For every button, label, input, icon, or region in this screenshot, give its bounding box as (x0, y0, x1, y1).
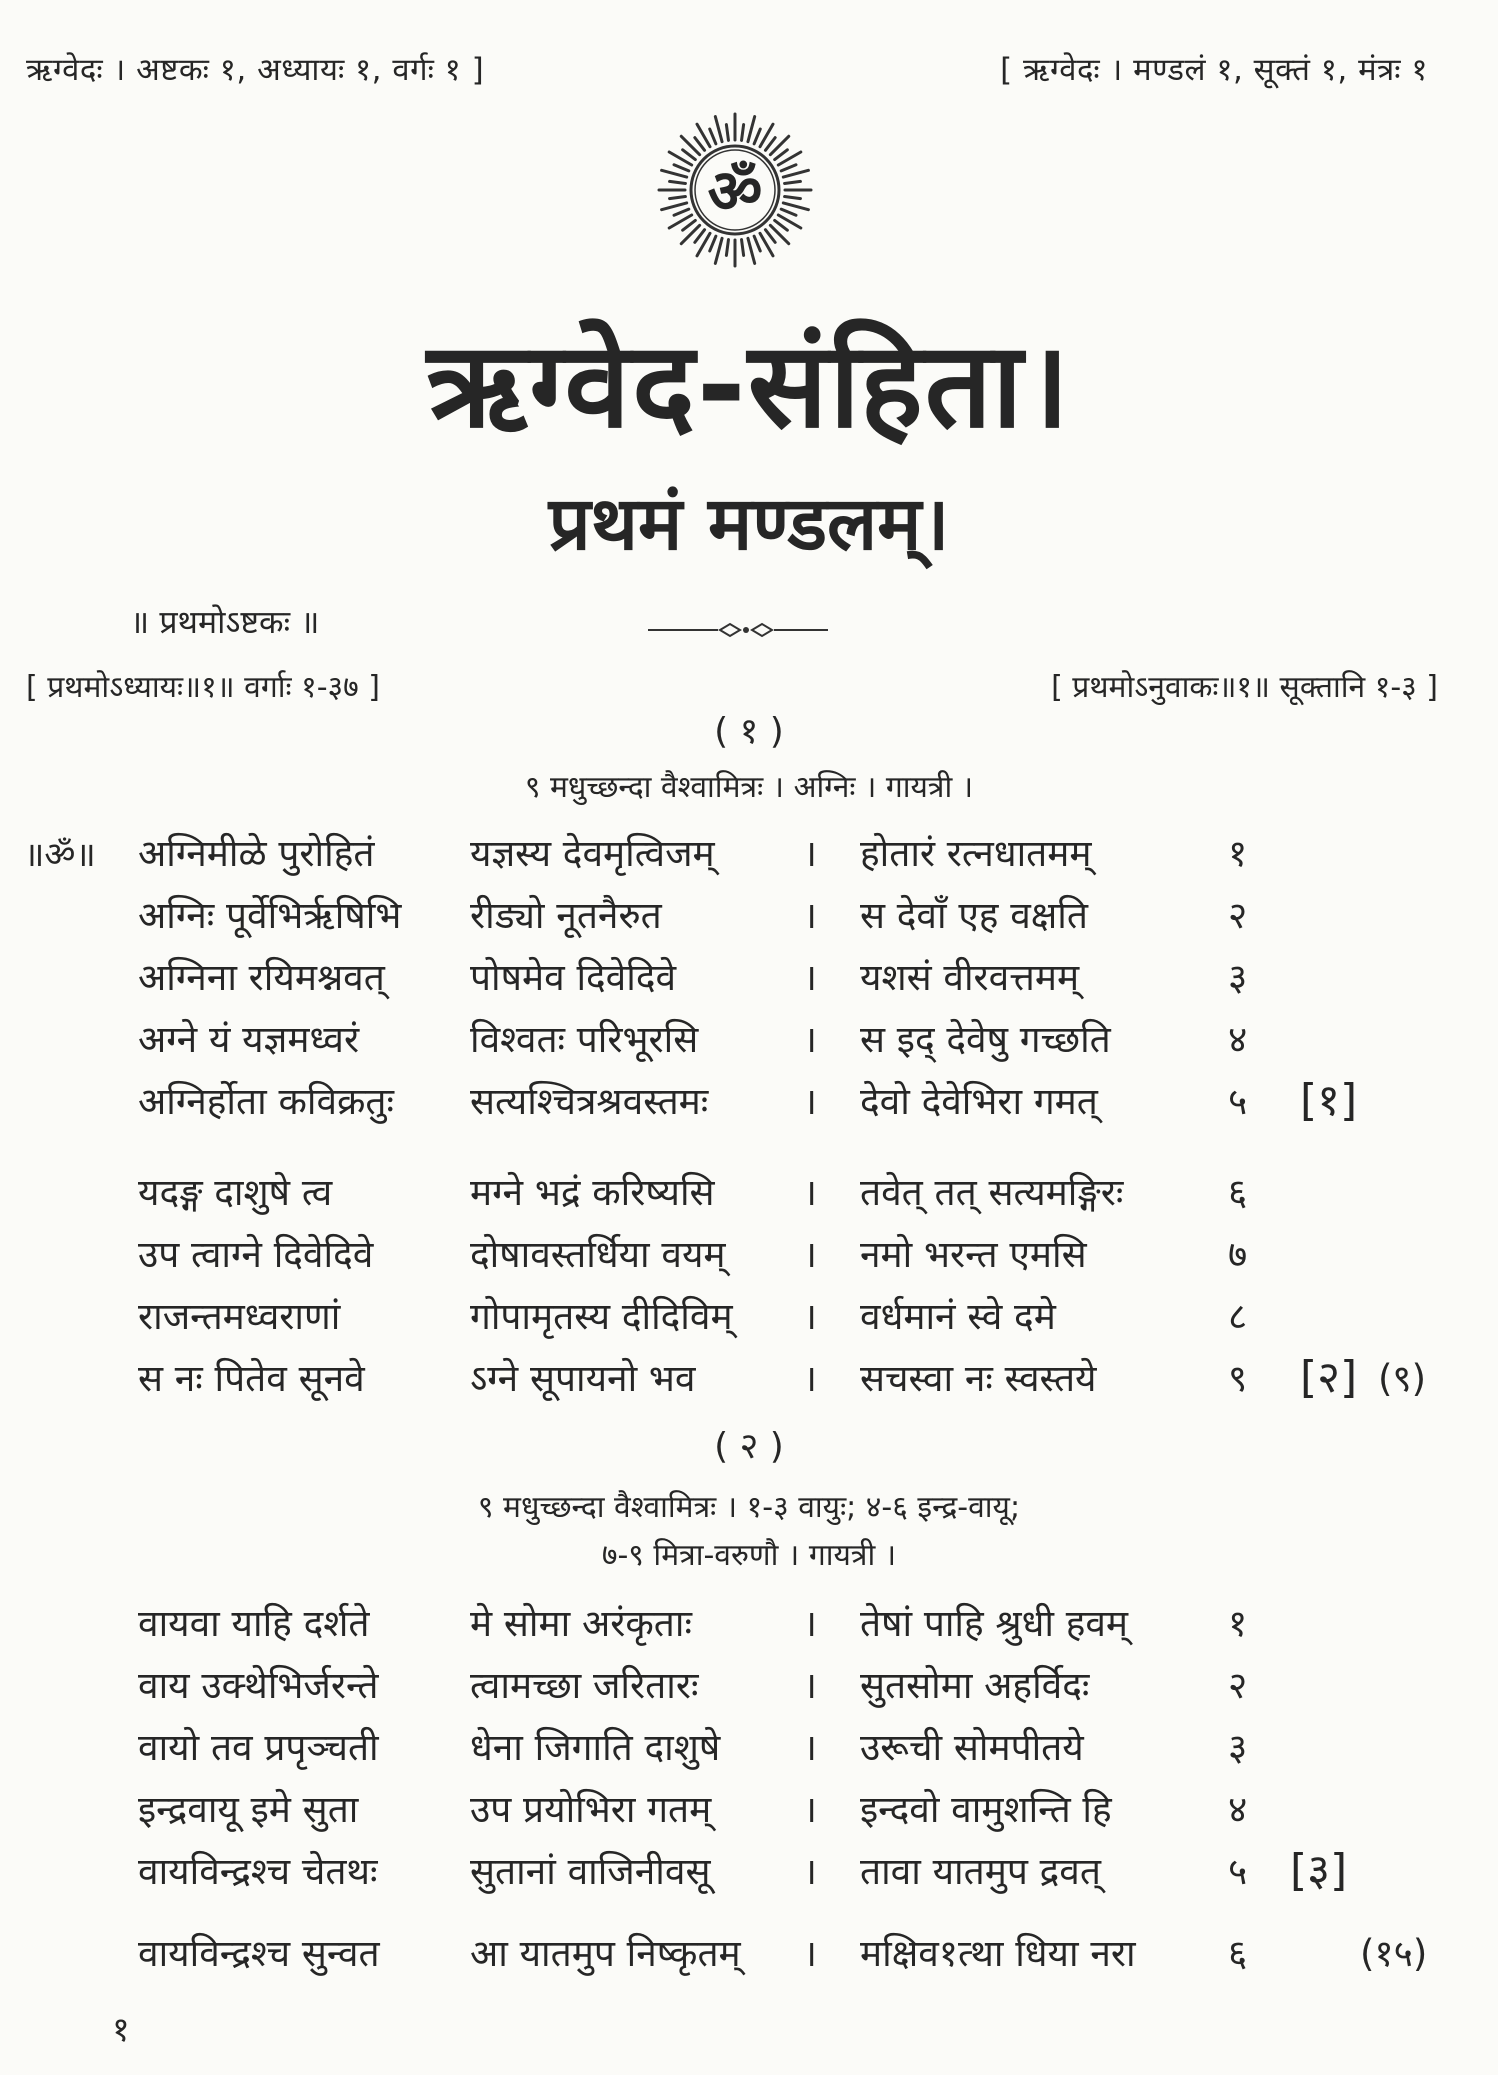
danda: । (803, 894, 818, 937)
verse-pada-b: विश्वतः परिभूरसि (470, 1018, 699, 1061)
danda: । (803, 1080, 818, 1123)
page-title: ऋग्वेद-संहिता। (426, 316, 1072, 454)
sunburst-ray (726, 125, 728, 141)
verse-pada-c: सुतसोमा अहर्विदः (860, 1664, 1090, 1707)
verse-row (0, 1926, 1498, 1986)
sunburst-ray (715, 238, 722, 263)
om-mark: ॥ॐ॥ (24, 835, 96, 875)
verse-pada-b: गोपामृतस्य दीदिविम् (470, 1295, 733, 1338)
danda: । (803, 1664, 818, 1707)
verse-row (0, 1165, 1498, 1225)
varga-bracket: [२] (1300, 1352, 1358, 1403)
verse-pada-c: नमो भरन्त एमसि (860, 1233, 1087, 1276)
verse-pada-a: अग्निः पूर्वेभिर्ऋषिभि (138, 894, 402, 937)
sunburst-ray (754, 129, 760, 144)
verse-pada-b: मग्ने भद्रं करिष्यसि (470, 1171, 715, 1214)
adhyaya-label: [ प्रथमोऽध्यायः॥१॥ वर्गाः १-३७ ] (26, 670, 380, 705)
danda: । (803, 1932, 818, 1975)
danda: । (803, 1357, 818, 1400)
verse-number: १ (1228, 1602, 1248, 1645)
verse-pada-b: पोषमेव दिवेदिवे (470, 956, 677, 999)
sukta-rishi-line: ९ मधुच्छन्दा वैश्वामित्रः । अग्निः । गायत्री । (524, 770, 974, 805)
verse-number: ४ (1228, 1788, 1248, 1831)
varga-bracket: [३] (1290, 1845, 1348, 1896)
verse-pada-a: अग्निमीळे पुरोहितं (138, 832, 375, 875)
verse-pada-b: रीड्यो नूतनैरुत (470, 894, 662, 937)
verse-pada-a: वायवा याहि दर्शते (138, 1602, 370, 1645)
verse-number: ७ (1228, 1233, 1248, 1276)
verse-pada-c: तावा यातमुप द्रवत् (860, 1850, 1101, 1893)
verse-pada-b: त्वामच्छा जरितारः (470, 1664, 699, 1707)
danda: । (803, 956, 818, 999)
verse-pada-b: ऽग्ने सूपायनो भव (470, 1357, 696, 1400)
verse-pada-b: सत्यश्चित्रश्रवस्तमः (470, 1080, 709, 1123)
sunburst-ray (742, 240, 744, 256)
verse-pada-a: वाय उक्थेभिर्जरन्ते (138, 1664, 379, 1707)
danda: । (803, 1171, 818, 1214)
verse-row (0, 1289, 1498, 1349)
verse-pada-b: यज्ञस्य देवमृत्विजम् (470, 832, 715, 875)
verse-number: ९ (1228, 1357, 1248, 1400)
verse-pada-c: इन्दवो वामुशन्ति हि (860, 1788, 1112, 1831)
verse-row (0, 950, 1498, 1010)
danda: । (803, 832, 818, 875)
sunburst-ray (726, 240, 728, 256)
verse-pada-b: मे सोमा अरंकृताः (470, 1602, 692, 1645)
verse-row (0, 1351, 1498, 1411)
verse-number: ४ (1228, 1018, 1248, 1061)
verse-pada-c: स देवाँ एह वक्षति (860, 894, 1088, 937)
verse-pada-a: अग्निना रयिमश्नवत् (138, 956, 385, 999)
verse-pada-a: वायविन्द्रश्च सुन्वत (138, 1932, 380, 1975)
danda: । (803, 1233, 818, 1276)
sunburst-ray (742, 125, 744, 141)
verse-pada-c: उरूची सोमपीतये (860, 1726, 1084, 1769)
verse-row (0, 1658, 1498, 1718)
anuvaka-label: [ प्रथमोऽनुवाकः॥१॥ सूक्तानि १-३ ] (1051, 670, 1438, 705)
verse-pada-c: यशसं वीरवत्तमम् (860, 956, 1080, 999)
danda: । (803, 1018, 818, 1061)
verse-pada-c: मक्षिव१त्था धिया नरा (860, 1932, 1136, 1975)
verse-number: ५ (1228, 1080, 1248, 1123)
verse-pada-c: देवो देवेभिरा गमत् (860, 1080, 1098, 1123)
verse-row (0, 888, 1498, 948)
sunburst-ray (754, 236, 760, 251)
verse-row (0, 1074, 1498, 1134)
sunburst-ray (748, 238, 755, 263)
verse-pada-a: इन्द्रवायू इमे सुता (138, 1788, 359, 1831)
sukta-number: ( १ ) (714, 711, 784, 752)
sunburst-ray (715, 117, 722, 142)
verse-pada-a: उप त्वाग्ने दिवेदिवे (138, 1233, 374, 1276)
danda: । (803, 1295, 818, 1338)
verse-pada-a: राजन्तमध्वराणां (138, 1295, 341, 1338)
verse-pada-c: तेषां पाहि श्रुधी हवम् (860, 1602, 1129, 1645)
verse-row (0, 1844, 1498, 1904)
verse-row (0, 1596, 1498, 1656)
verse-pada-a: यदङ्ग दाशुषे त्व (138, 1171, 333, 1214)
verse-row (0, 1012, 1498, 1072)
sunburst-ray (710, 236, 716, 251)
verse-row (0, 826, 1498, 886)
ornament-divider-icon (648, 618, 828, 642)
verse-pada-c: तवेत् तत् सत्यमङ्गिरः (860, 1171, 1124, 1214)
verse-row (0, 1227, 1498, 1287)
verse-pada-c: वर्धमानं स्वे दमे (860, 1295, 1056, 1338)
danda: । (803, 1788, 818, 1831)
verse-number: ३ (1228, 956, 1248, 999)
sunburst-ray (748, 117, 755, 142)
verse-pada-a: वायो तव प्रपृञ्चती (138, 1726, 379, 1769)
sunburst-ray (765, 230, 775, 243)
verse-pada-b: आ यातमुप निष्कृतम् (470, 1932, 741, 1975)
ashtaka-label: ॥ प्रथमोऽष्टकः ॥ (130, 603, 320, 641)
verse-number: ८ (1228, 1295, 1248, 1338)
danda: । (803, 1726, 818, 1769)
verse-pada-c: सचस्वा नः स्वस्तये (860, 1357, 1097, 1400)
om-glyph: ॐ (707, 157, 763, 227)
verse-pada-a: वायविन्द्रश्च चेतथः (138, 1850, 378, 1893)
running-header-right: [ ऋग्वेदः । मण्डलं १, सूक्तं १, मंत्रः १ (1000, 52, 1428, 88)
verse-pada-b: दोषावस्तर्धिया वयम् (470, 1233, 726, 1276)
verse-pada-a: अग्निर्होता कविक्रतुः (138, 1080, 394, 1123)
sunburst-ray (710, 129, 716, 144)
verse-number: १ (1228, 832, 1248, 875)
verse-number: २ (1228, 894, 1248, 937)
sukta-rishi-line: ७-९ मित्रा-वरुणौ । गायत्री । (601, 1538, 897, 1573)
verse-number: ५ (1228, 1850, 1248, 1893)
verse-pada-a: अग्ने यं यज्ञमध्वरं (138, 1018, 360, 1061)
page-number: १ (112, 2010, 130, 2050)
om-sunburst-emblem (655, 110, 815, 270)
sukta-rishi-line: ९ मधुच्छन्दा वैश्वामित्रः । १-३ वायुः; ४-६ इन्द्र-वायू; (477, 1490, 1021, 1525)
sukta-number: ( २ ) (714, 1426, 784, 1467)
verse-pada-c: स इद् देवेषु गच्छति (860, 1018, 1111, 1061)
verse-pada-b: धेना जिगाति दाशुषे (470, 1726, 721, 1769)
verse-row (0, 1720, 1498, 1780)
sukta-verse-total: (९) (1378, 1357, 1427, 1400)
verse-number: ६ (1228, 1171, 1248, 1214)
danda: । (803, 1850, 818, 1893)
verse-pada-a: स नः पितेव सूनवे (138, 1357, 365, 1400)
verse-number: २ (1228, 1664, 1248, 1707)
sunburst-ray (695, 230, 705, 243)
verse-pada-c: होतारं रत्नधातमम् (860, 832, 1092, 875)
verse-number: ६ (1228, 1932, 1248, 1975)
running-header-left: ऋग्वेदः । अष्टकः १, अध्यायः १, वर्गः १ ] (26, 52, 485, 88)
verse-pada-b: उप प्रयोभिरा गतम् (470, 1788, 712, 1831)
varga-bracket: [१] (1300, 1075, 1358, 1126)
verse-pada-b: सुतानां वाजिनीवसू (470, 1850, 711, 1893)
sukta-verse-total: (१५) (1360, 1932, 1428, 1975)
verse-row (0, 1782, 1498, 1842)
verse-number: ३ (1228, 1726, 1248, 1769)
danda: । (803, 1602, 818, 1645)
mandala-subtitle: प्रथमं मण्डलम्। (548, 481, 950, 567)
